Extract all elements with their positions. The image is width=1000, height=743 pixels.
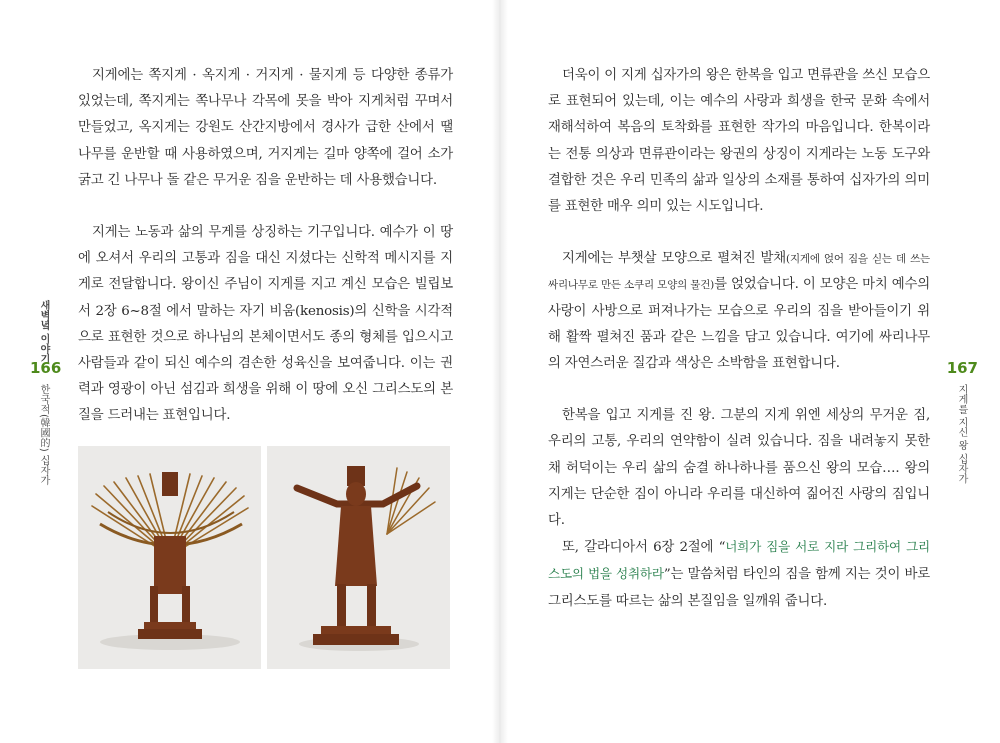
left-text-column xyxy=(78,63,453,430)
left-running-book-title: 한국적(韓國的) 십자가 xyxy=(38,384,49,485)
left-paragraph-2: 지게는 노동과 삶의 무게를 상징하는 기구입니다. 예수가 이 땅에 오셔서 우리의 고통과 짐을 대신 지셨다는 신학적 메시지를 지게로 전달합니다. 왕이신 주님이 지게를 지고 계신 모습은 빌립보서 2장 6~8절 에서 말하는 자기 비움(kenosis)의 신학을 시각적으로 표현한 것으로 하나님의 본체이면서도 종의 형체를 입으시고 사람들과 같이 되신 예수의 겸손한 성육신을 보여줍니다. 이는 권력과 영광이 아닌 섬김과 희생을 위해 이 땅에 오신 그리스도의 본질을 드러내는 표현입니다. xyxy=(78,225,453,424)
right-paragraph-4 xyxy=(548,534,930,615)
left-running-section-title: 새벽녘 이야기 xyxy=(38,300,49,364)
right-paragraph-1: 더욱이 이 지게 십자가의 왕은 한복을 입고 면류관을 쓰신 모습으로 표현되어 있는데, 이는 예수의 사랑과 희생을 한국 문화 속에서 재해석하여 복음의 토착화를 표현한 작가의 마음입니다. 한복이라는 전통 의상과 면류관이라는 왕권의 상징이 지게라는 노동 도구와 결합한 것은 우리 민족의 삶과 일상의 소재를 통하여 십자가의 의미를 표현한 매우 의미 있는 시도입니다. xyxy=(548,68,930,215)
paragraph2-text-after: 를 얹었습니다. 이 모양은 마치 예수의 사랑이 사방으로 퍼져나가는 모습으로 우리의 짐을 받아들이기 위해 활짝 펼쳐진 품과 같은 느낌을 담고 있습니다. 여기에 싸리나무의 자연스러운 질감과 색상은 소박함을 표현합니다. xyxy=(548,277,931,372)
right-page xyxy=(505,0,1000,743)
left-page xyxy=(0,0,495,743)
paragraph4-text-after: ”는 말씀처럼 타인의 짐을 함께 지는 것이 바로 그리스도를 따르는 삶의 본질임을 일깨워 줍니다. xyxy=(548,567,931,609)
right-page-number: 167 xyxy=(946,359,978,377)
right-paragraph-2 xyxy=(548,246,930,377)
balchae-footnote: (지게에 얹어 짐을 싣는 데 쓰는 싸리나무로 만든 소쿠리 모양의 물건) xyxy=(548,253,930,292)
paragraph4-text-before: 또, 갈라디아서 6장 2절에 “ xyxy=(562,540,726,556)
sculpture-front-image xyxy=(267,446,450,669)
right-paragraph-3: 한복을 입고 지게를 진 왕. 그분의 지게 위엔 세상의 무거운 짐, 우리의 고통, 우리의 연약함이 실려 있습니다. 짐을 내려놓지 못한 채 허덕이는 우리 삶의 숨결 하나하나를 품으신 왕의 모습…. 왕의 지게는 단순한 짐이 아니라 우리를 대신하여 짊어진 사랑의 짐입니다. xyxy=(548,408,930,529)
left-paragraph-1: 지게에는 쪽지게 · 옥지게 · 거지게 · 물지게 등 다양한 종류가 있었는데, 쪽지게는 쪽나무나 각목에 못을 박아 지게처럼 꾸며서 만들었고, 옥지게는 강원도 산간지방에서 경사가 급한 산에서 땔나무를 운반할 때 사용하였으며, 거지게는 길마 양쪽에 걸어 소가 굵고 긴 나무나 돌 같은 무거운 짐을 운반하는 데 사용했습니다. xyxy=(78,68,453,188)
left-page-number: 166 xyxy=(30,359,62,377)
paragraph2-text-before: 지게에는 부챗살 모양으로 펼쳐진 발채 xyxy=(562,251,787,267)
sculpture-photo-front xyxy=(267,446,450,669)
right-text-column xyxy=(548,63,930,615)
right-running-section-title: 지게를 지신 왕 십자가 xyxy=(956,384,967,484)
sculpture-back-image xyxy=(78,446,261,669)
sculpture-photo-back xyxy=(78,446,261,669)
galatians-quote: 너희가 짐을 서로 지라 그리하여 그리스도의 법을 성취하라 xyxy=(548,539,931,582)
